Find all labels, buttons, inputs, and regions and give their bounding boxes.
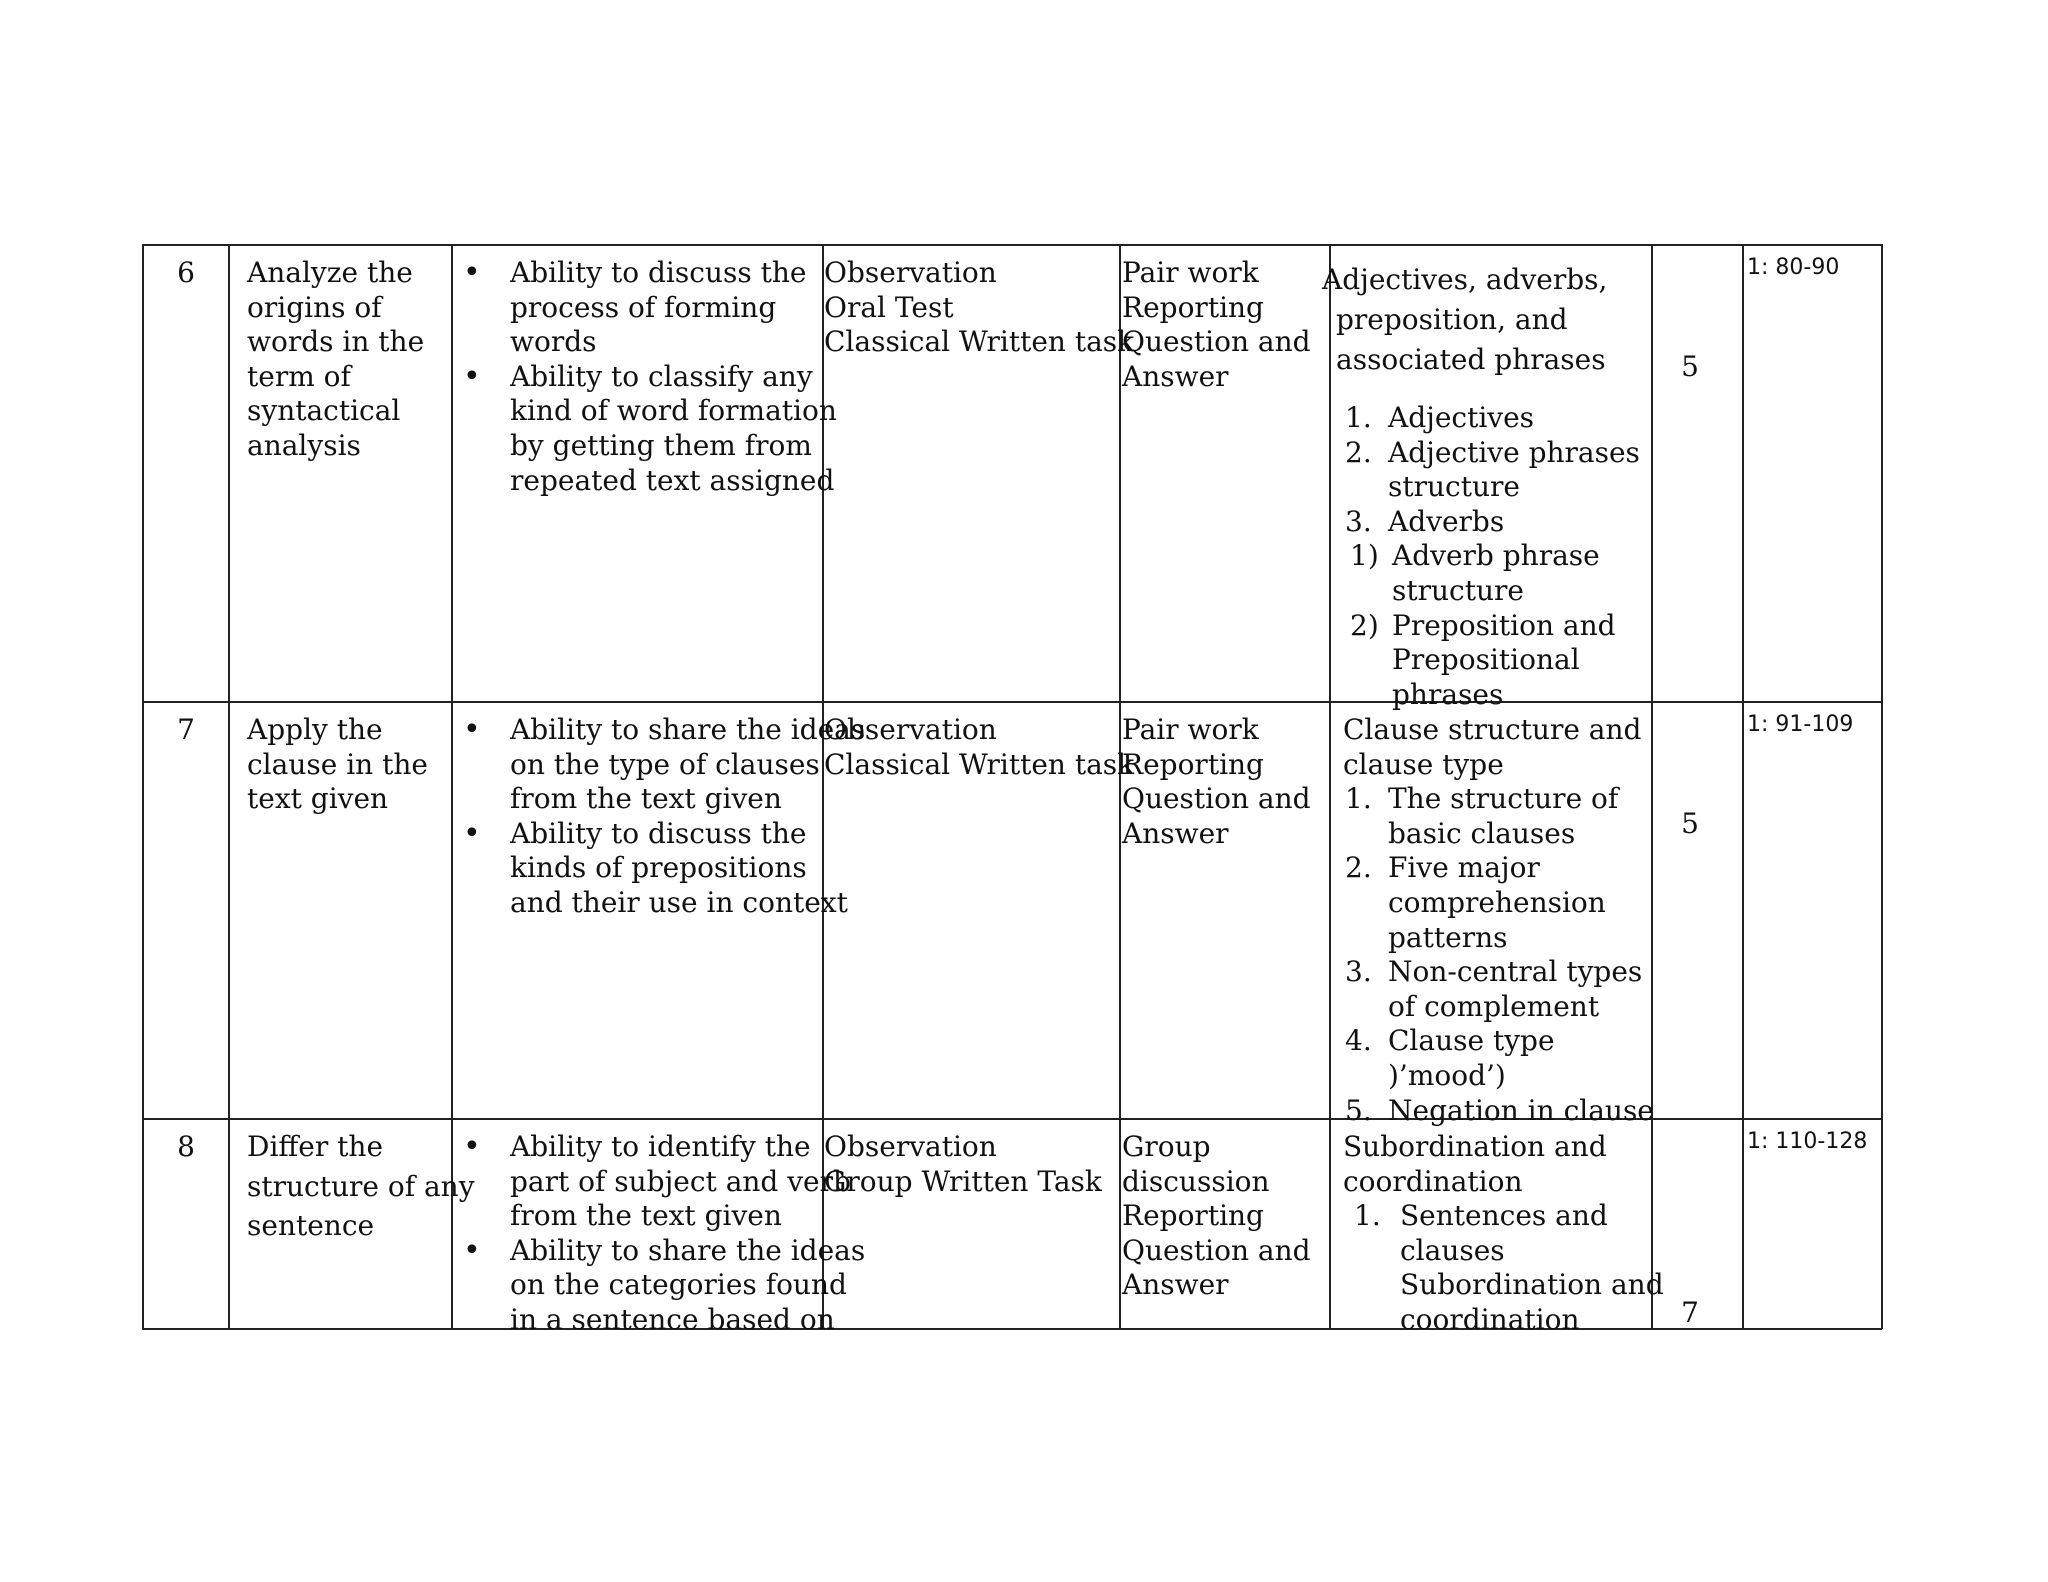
material-item-line: Clause type: [1388, 1024, 1555, 1058]
competency-line: term of: [247, 359, 351, 393]
competency-line: structure of any: [247, 1169, 475, 1203]
row-number: 6: [177, 256, 195, 289]
material-item-marker: 2): [1350, 608, 1379, 642]
bullet-icon: •: [463, 255, 481, 290]
material-item-line: Sentences and: [1400, 1199, 1608, 1233]
material-item-line: Subordination and: [1400, 1268, 1664, 1302]
time-allocation: 5: [1681, 807, 1699, 840]
material-item-marker: 3.: [1345, 955, 1372, 989]
material-item-marker: 5.: [1345, 1093, 1372, 1127]
material-item-marker: 2.: [1345, 435, 1372, 469]
indicator-line: Ability to share the ideas: [510, 1233, 866, 1267]
material-title-line: preposition, and: [1336, 303, 1568, 336]
row-number: 7: [177, 713, 195, 746]
material-item-marker: 1.: [1354, 1199, 1381, 1233]
material-item-line: phrases: [1392, 677, 1504, 711]
indicator-line: on the categories found: [510, 1268, 847, 1302]
indicator-line: from the text given: [510, 782, 782, 816]
assessment-line: Classical Written task: [824, 325, 1135, 359]
material-item-line: of complement: [1388, 989, 1600, 1023]
column-divider: [1742, 244, 1744, 1329]
material-item-marker: 3.: [1345, 504, 1372, 538]
bullet-icon: •: [463, 358, 481, 394]
column-divider: [228, 244, 230, 1329]
method-line: discussion: [1122, 1164, 1270, 1198]
competency-line: origins of: [247, 290, 382, 324]
material-item-line: Adjective phrases: [1388, 435, 1640, 469]
column-divider: [1119, 244, 1121, 1329]
competency-line: text given: [247, 782, 389, 816]
material-title-line: Adjectives, adverbs,: [1322, 263, 1608, 296]
bullet-icon: •: [463, 815, 481, 851]
indicator-line: Ability to discuss the: [510, 816, 807, 850]
indicator-line: by getting them from: [510, 429, 812, 462]
time-allocation: 7: [1681, 1296, 1699, 1329]
row-number: 8: [177, 1130, 195, 1163]
material-item-line: Non-central types: [1388, 955, 1643, 989]
method-line: Reporting: [1122, 290, 1264, 324]
bullet-icon: •: [463, 1129, 481, 1164]
material-item-line: structure: [1388, 470, 1520, 504]
method-line: Answer: [1122, 1268, 1229, 1302]
method-line: Question and: [1122, 1233, 1311, 1267]
time-allocation: 5: [1681, 350, 1699, 383]
method-line: Answer: [1122, 359, 1229, 393]
material-item-line: coordination: [1400, 1303, 1580, 1336]
competency-line: words in the: [247, 325, 425, 359]
material-item-marker: 1): [1350, 539, 1379, 573]
competency-line: analysis: [247, 429, 361, 462]
indicator-line: from the text given: [510, 1199, 782, 1233]
material-item-line: Adverb phrase: [1392, 539, 1600, 573]
competency-line: clause in the: [247, 747, 428, 781]
assessment-line: Oral Test: [824, 290, 954, 324]
method-line: Group: [1122, 1130, 1211, 1163]
assessment-line: Observation: [824, 256, 997, 289]
method-line: Pair work: [1122, 256, 1259, 289]
material-item-line: comprehension: [1388, 886, 1606, 919]
indicator-line: Ability to discuss the: [510, 256, 807, 289]
material-item-line: patterns: [1388, 920, 1508, 954]
bullet-icon: •: [463, 1232, 481, 1268]
indicator-line: words: [510, 325, 597, 359]
indicator-line: process of forming: [510, 290, 777, 324]
material-item-line: The structure of: [1388, 782, 1619, 816]
assessment-line: Observation: [824, 713, 997, 746]
material-item-marker: 2.: [1345, 851, 1372, 885]
method-line: Answer: [1122, 816, 1229, 850]
table-border-left: [142, 244, 144, 1329]
material-item-line: Preposition and: [1392, 608, 1616, 642]
method-line: Pair work: [1122, 713, 1259, 746]
competency-line: sentence: [247, 1209, 375, 1242]
competency-line: Apply the: [247, 713, 383, 746]
material-item-line: basic clauses: [1388, 816, 1576, 850]
competency-line: Differ the: [247, 1130, 384, 1163]
material-item-line: structure: [1392, 574, 1524, 607]
method-line: Question and: [1122, 782, 1311, 816]
method-line: Reporting: [1122, 1199, 1264, 1233]
method-line: Reporting: [1122, 747, 1264, 781]
assessment-line: Classical Written task: [824, 747, 1135, 781]
material-title-line: Subordination and: [1343, 1130, 1607, 1163]
source-reference: 1: 80-90: [1747, 255, 1840, 280]
row-divider: [142, 701, 1882, 703]
assessment-line: Group Written Task: [824, 1164, 1102, 1198]
material-title-line: associated phrases: [1336, 343, 1606, 376]
material-item-marker: 1.: [1345, 782, 1372, 816]
material-item-line: Adjectives: [1388, 401, 1535, 434]
material-item-line: Five major: [1388, 851, 1540, 885]
table-border-right: [1881, 244, 1883, 1329]
column-divider: [1329, 244, 1331, 1329]
indicator-line: kind of word formation: [510, 394, 837, 428]
competency-line: syntactical: [247, 394, 401, 428]
indicator-line: and their use in context: [510, 886, 848, 919]
indicator-line: Ability to identify the: [510, 1130, 811, 1163]
indicator-line: Ability to classify any: [510, 359, 813, 393]
material-title-line: coordination: [1343, 1164, 1523, 1198]
material-item-line: Prepositional: [1392, 643, 1580, 677]
indicator-line: kinds of prepositions: [510, 851, 807, 885]
bullet-icon: •: [463, 712, 481, 747]
competency-line: Analyze the: [247, 256, 413, 289]
table-border-top: [142, 244, 1882, 246]
source-reference: 1: 91-109: [1747, 712, 1854, 737]
indicator-line: Ability to share the ideas: [510, 713, 866, 746]
material-item-marker: 1.: [1345, 401, 1372, 434]
indicator-line: in a sentence based on: [510, 1303, 835, 1336]
material-item-line: clauses: [1400, 1233, 1505, 1267]
column-divider: [1651, 244, 1653, 1329]
table-border-bottom: [142, 1328, 1882, 1330]
material-item-line: Adverbs: [1388, 504, 1505, 538]
indicator-line: repeated text assigned: [510, 463, 835, 497]
indicator-line: part of subject and verb: [510, 1164, 851, 1198]
material-item-line: Negation in clause: [1388, 1093, 1654, 1127]
source-reference: 1: 110-128: [1747, 1129, 1868, 1154]
material-item-marker: 4.: [1345, 1024, 1372, 1058]
assessment-line: Observation: [824, 1130, 997, 1163]
material-title-line: Clause structure and: [1343, 713, 1642, 746]
method-line: Question and: [1122, 325, 1311, 359]
material-title-line: clause type: [1343, 747, 1504, 781]
indicator-line: on the type of clauses: [510, 747, 820, 781]
material-item-line: )’mood’): [1388, 1059, 1506, 1092]
column-divider: [451, 244, 453, 1329]
